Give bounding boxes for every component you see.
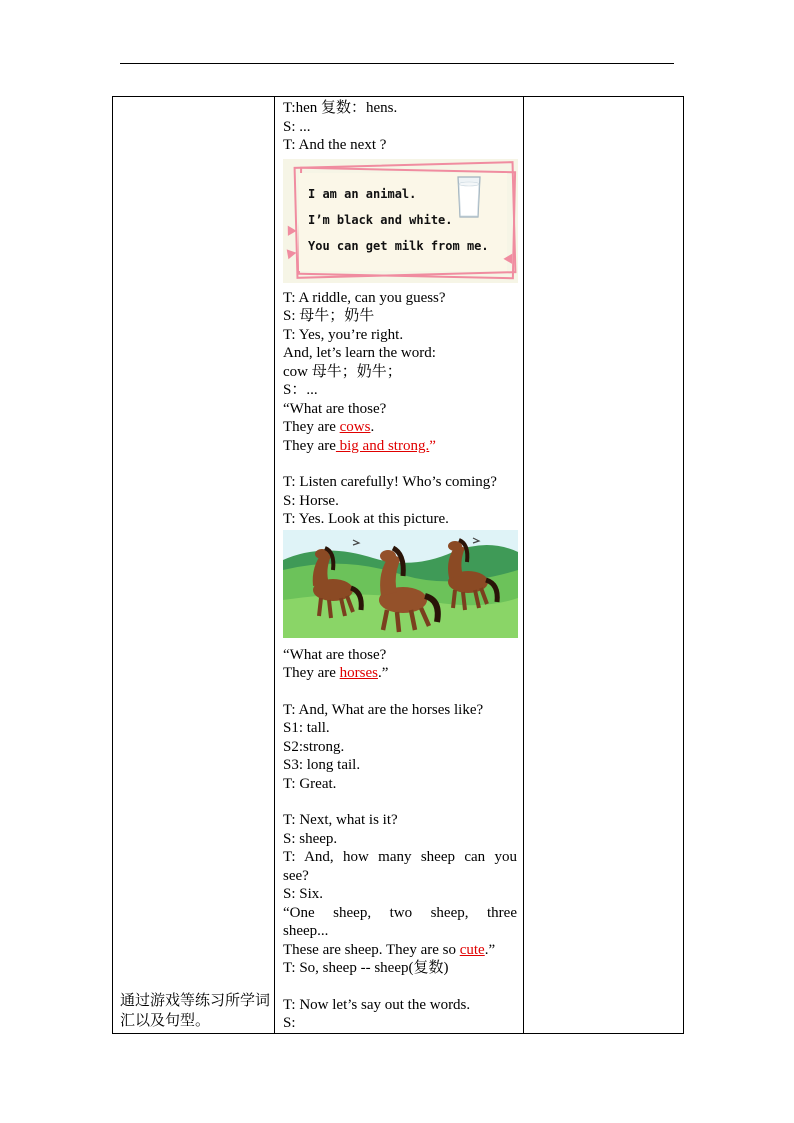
line: S2:strong. (283, 738, 345, 755)
line: S3: long tail. (283, 757, 361, 773)
line (283, 664, 517, 683)
table-row (113, 97, 684, 1034)
purpose-note: 通过游戏等练习所学词汇以及句型。 (120, 992, 271, 1029)
line: T: And the next ? (283, 137, 387, 153)
line: T: A riddle, can you guess? (283, 289, 446, 306)
riddle-line: I am an animal. (308, 186, 417, 201)
spacer (283, 793, 517, 811)
line: “One sheep, two sheep, three (283, 904, 517, 921)
text: .” (377, 665, 389, 681)
procedure-content (275, 97, 523, 1033)
line: cow 母牛；奶牛； (283, 363, 402, 380)
line: T: Great. (283, 775, 337, 792)
riddle-line: I’m black and white. (308, 212, 453, 227)
line: T: Yes, you’re right. (283, 326, 404, 343)
line: T: And, What are the horses like? (283, 701, 484, 718)
header-rule (120, 63, 674, 64)
col-procedure (275, 97, 524, 1034)
riddle-card (283, 159, 518, 283)
text: They are (283, 419, 340, 435)
line: see? (283, 867, 309, 884)
riddle-line: You can get milk from me. (308, 238, 489, 253)
text: They are (283, 437, 336, 454)
line (283, 437, 517, 456)
line: S: Horse. (283, 492, 339, 509)
spacer (283, 683, 517, 701)
line: S: 母牛；奶牛 (283, 308, 375, 324)
line (283, 418, 517, 437)
text: ” (429, 437, 436, 454)
text: .” (484, 941, 496, 958)
line: S: Six. (283, 886, 324, 902)
spacer (283, 455, 517, 473)
text: They are (283, 665, 340, 681)
line: S：... (283, 382, 318, 398)
line: T: Listen carefully! Who’s coming? (283, 474, 497, 490)
text: . (370, 419, 375, 435)
line: “What are those? (283, 646, 387, 663)
line: T:hen 复数：hens. (283, 100, 398, 116)
emphasis-word: cute (459, 941, 485, 958)
line: S: (283, 1015, 296, 1031)
spacer (283, 978, 517, 996)
line: S: sheep. (283, 830, 338, 847)
line: T: Yes. Look at this picture. (283, 511, 449, 527)
lesson-table (112, 96, 684, 1034)
milk-glass-icon (456, 175, 482, 219)
emphasis-word: big and strong. (335, 437, 430, 454)
line: “What are those? (283, 400, 387, 417)
line: And, let’s learn the word: (283, 345, 436, 361)
emphasis-word: cows (339, 419, 371, 435)
line (283, 941, 517, 960)
line: T: Next, what is it? (283, 812, 398, 828)
triangle-decoration (287, 247, 298, 258)
line: T: So, sheep -- sheep(复数) (283, 960, 449, 976)
line: S1: tall. (283, 720, 330, 736)
emphasis-word: horses (339, 665, 378, 681)
col-purpose (113, 97, 275, 1034)
line: T: And, how many sheep can you (283, 849, 517, 865)
text: These are sheep. They are so (283, 941, 460, 958)
horses-illustration (283, 530, 518, 638)
line: T: Now let’s say out the words. (283, 996, 471, 1013)
line: S: ... (283, 118, 311, 135)
line: sheep... (283, 923, 329, 939)
col-notes (524, 97, 684, 1034)
